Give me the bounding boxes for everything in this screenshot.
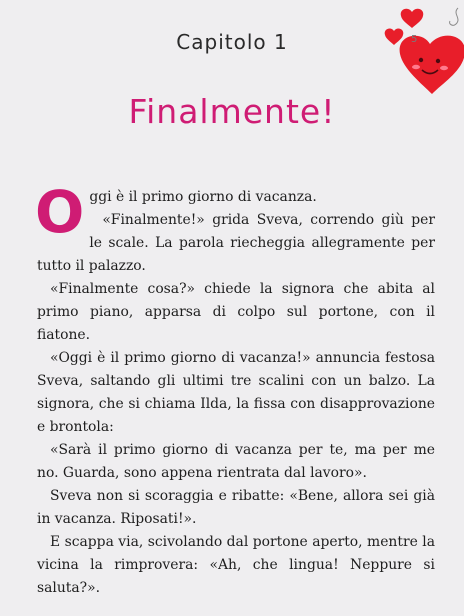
paragraph-1-text: ggi è il primo giorno di vacanza. — [89, 189, 317, 205]
paragraph-6: Sveva non si scoraggia e ribatte: «Bene, allora sei già in vacanza. Riposati!». — [37, 488, 435, 527]
body-text — [35, 178, 435, 600]
paragraph-7: E scappa via, scivolando dal portone aperto, mentre la vicina la rimprovera: «Ah, che lingua! Neppure si saluta?». — [37, 534, 435, 596]
chapter-title: Finalmente! — [128, 92, 336, 131]
paragraph-5: «Sarà il primo giorno di vacanza per te, ma per me no. Guarda, sono appena rientrata dal lavoro». — [37, 442, 435, 481]
chapter-label: Capitolo 1 — [176, 30, 288, 54]
paragraph-3: «Finalmente cosa?» chiede la signora che abita al primo piano, apparsa di colpo sul portone, con il fiatone. — [37, 281, 435, 343]
drop-cap: O — [35, 178, 85, 246]
paragraph-4: «Oggi è il primo giorno di vacanza!» annuncia festosa Sveva, saltando gli ultimi tre scalini con un balzo. La signora, che si chiama Ilda, la fissa con disapprovazione e brontola: — [37, 350, 435, 435]
page-number: 5 — [411, 34, 418, 45]
paragraph-2: «Finalmente!» grida Sveva, correndo giù per le scale. La parola riecheggia allegramente per tutto il palazzo. — [37, 212, 435, 274]
